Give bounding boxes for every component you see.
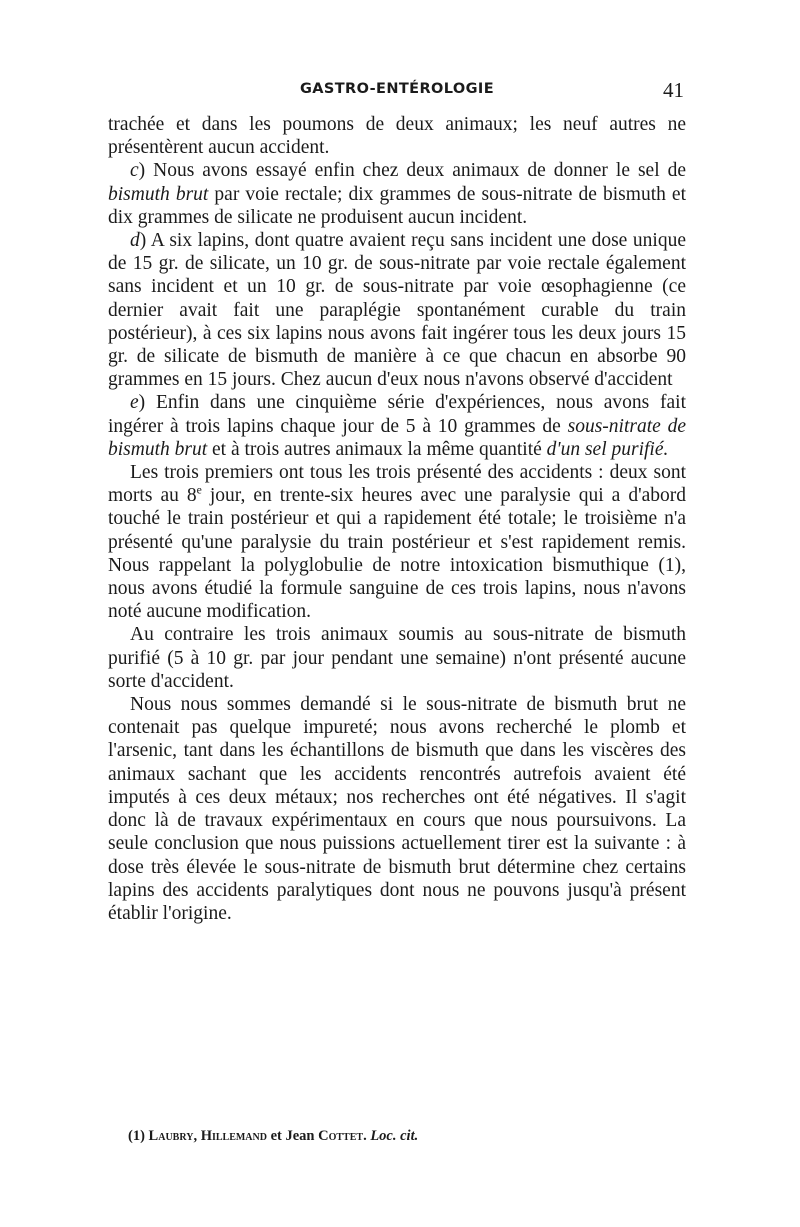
paragraph-text: Nous nous sommes demandé si le sous-nitrate de bismuth brut ne contenait pas quelque impureté; nous avons recherché le plomb et l'arsenic, tant dans les échantillons de bismuth que dans les viscères des animaux sachant que les accidents rencontrés autrefois avaient été imputés à ces deux métaux; nos recherches ont été négatives. Il s'agit donc là de travaux expérimentaux en cours que nous poursuivons. La seule conclusion que nous puissions actuellement tirer est la suivante : à dose très élevée le sous-nitrate de bismuth brut détermine chez certains lapins des accidents paralytiques dont nous ne pouvons jusqu'à présent établir l'origine.	[108, 694, 686, 924]
paragraph-text: Les trois premiers ont tous les trois présenté des accidents : deux sont morts au 8	[108, 462, 686, 507]
paragraph-text: ) A six lapins, dont quatre avaient reçu sans incident une dose unique de 15 gr. de silicate, un 10 gr. de sous-nitrate par voie rectale également sans incident et un 10 gr. de sous-nitrate par voie œsophagienne (ce dernier avait fait une paraplégie spontanément curable du train postérieur), à ces six lapins nous avons fait ingérer tous les deux jours 15 gr. de silicate de bismuth de manière à ce que chacun en absorbe 90 grammes en 15 jours. Chez aucun d'eux nous n'avons observé d'accident	[108, 230, 686, 391]
footnote-marker: (1)	[128, 1128, 145, 1144]
paragraph	[108, 693, 686, 925]
paragraph-text: ) Nous avons essayé enfin chez deux animaux de donner le sel de	[138, 160, 686, 182]
paragraph	[108, 391, 686, 461]
footnote-author: Laubry	[148, 1128, 194, 1144]
footnote-separator: ,	[193, 1128, 201, 1144]
italic-text: c	[130, 160, 139, 182]
paragraph-text: et à trois autres animaux la même quantité	[207, 438, 547, 460]
italic-text: bismuth brut	[108, 183, 209, 205]
page-number: 41	[663, 78, 684, 102]
italic-text: d'un sel purifié.	[546, 438, 669, 460]
page-header	[108, 78, 686, 102]
footnote	[128, 1128, 688, 1145]
paragraph-text: par voie rectale; dix grammes de sous-nitrate de bismuth et dix grammes de silicate ne produisent aucun incident.	[108, 183, 687, 228]
paragraph-text: Au contraire les trois animaux soumis au sous-nitrate de bismuth purifié (5 à 10 gr. par jour pendant une semaine) n'ont présenté aucune sorte d'accident.	[108, 624, 686, 692]
footnote-author: Cottet	[318, 1128, 364, 1144]
body-text	[108, 113, 686, 925]
paragraph	[108, 113, 686, 159]
footnote-separator: .	[363, 1128, 371, 1144]
italic-text: d	[130, 230, 140, 252]
paragraph	[108, 229, 686, 391]
superscript: e	[196, 483, 202, 497]
paragraph-text: trachée et dans les poumons de deux animaux; les neuf autres ne présentèrent aucun accident.	[108, 114, 686, 159]
paragraph-text: ) Enfin dans une cinquième série d'expériences, nous avons fait ingérer à trois lapins chaque jour de 5 à 10 grammes de	[108, 392, 686, 437]
footnote-author: Hillemand	[200, 1128, 267, 1144]
footnote-text: et Jean	[266, 1128, 319, 1144]
running-title: GASTRO-ENTÉROLOGIE	[299, 81, 494, 97]
paragraph	[108, 623, 686, 693]
italic-text: e	[130, 392, 139, 414]
paragraph-text: jour, en trente-six heures avec une paralysie qui a d'abord touché le train postérieur et qui a rapidement été totale; le troisième n'a présenté qu'une paralysie du train postérieur et s'est rapidement remis. Nous rappelant la polyglobulie de notre intoxication bismuthique (1), nous avons étudié la formule sanguine de ces trois lapins, nous n'avons noté aucune modification.	[108, 485, 686, 623]
paragraph	[108, 159, 686, 229]
footnote-reference: Loc. cit.	[370, 1128, 419, 1144]
italic-text: sous-nitrate de bismuth brut	[108, 415, 687, 460]
paragraph	[108, 461, 686, 623]
